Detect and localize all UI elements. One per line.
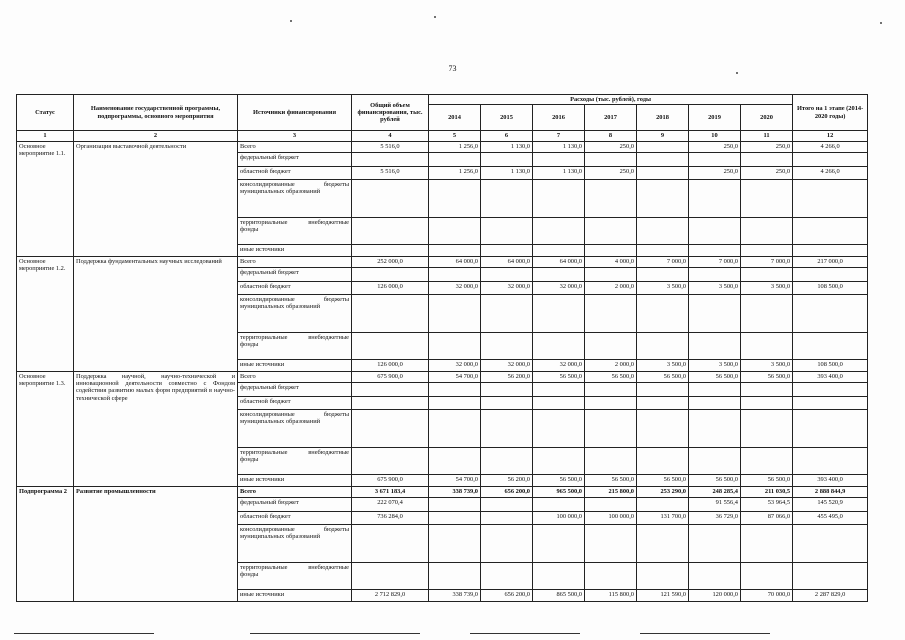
year-value-cell [585,562,637,589]
year-value-cell [533,332,585,359]
year-value-cell [741,524,793,562]
header-year: 2019 [689,105,741,131]
year-value-cell: 53 964,5 [741,497,793,511]
header-year: 2015 [481,105,533,131]
year-value-cell: 7 000,0 [637,256,689,267]
total-value-cell: 252 000,0 [352,256,429,267]
itog-value-cell [793,244,868,256]
year-value-cell [741,179,793,217]
year-value-cell [533,267,585,281]
total-value-cell: 675 900,0 [352,371,429,382]
budget-table [16,94,868,602]
year-value-cell [533,244,585,256]
year-value-cell: 120 000,0 [689,589,741,601]
year-value-cell [585,497,637,511]
year-value-cell: 56 500,0 [689,474,741,486]
year-value-cell [689,409,741,447]
year-value-cell [533,409,585,447]
header-status: Статус [17,95,74,131]
header-year: 2020 [741,105,793,131]
itog-value-cell [793,179,868,217]
header-year: 2016 [533,105,585,131]
year-value-cell [689,217,741,244]
year-value-cell: 3 500,0 [689,359,741,371]
year-value-cell [429,562,481,589]
year-value-cell: 3 500,0 [637,359,689,371]
year-value-cell: 56 500,0 [533,371,585,382]
year-value-cell [481,179,533,217]
year-value-cell [689,562,741,589]
column-number: 12 [793,131,868,141]
total-value-cell [352,524,429,562]
itog-value-cell: 4 266,0 [793,166,868,179]
year-value-cell: 32 000,0 [533,359,585,371]
year-value-cell [481,396,533,409]
year-value-cell: 1 256,0 [429,141,481,152]
year-value-cell [533,524,585,562]
total-value-cell: 2 712 829,0 [352,589,429,601]
year-value-cell [585,382,637,396]
year-value-cell: 3 500,0 [741,359,793,371]
year-value-cell: 56 500,0 [637,474,689,486]
scan-speck [434,16,436,18]
status-cell: Основное мероприятие 1.2. [17,256,74,371]
year-value-cell: 87 066,0 [741,511,793,524]
year-value-cell [429,511,481,524]
total-value-cell: 3 671 183,4 [352,486,429,497]
funding-source-cell: Всего [238,141,352,152]
funding-source-cell: Всего [238,256,352,267]
column-number: 1 [17,131,74,141]
year-value-cell [637,294,689,332]
year-value-cell [585,409,637,447]
itog-value-cell [793,447,868,474]
year-value-cell: 338 739,0 [429,589,481,601]
table-row [17,486,868,497]
year-value-cell: 32 000,0 [429,359,481,371]
year-value-cell [429,332,481,359]
year-value-cell: 32 000,0 [481,359,533,371]
funding-source-cell: федеральный бюджет [238,267,352,281]
year-value-cell [481,562,533,589]
year-value-cell: 32 000,0 [429,281,481,294]
year-value-cell [481,409,533,447]
total-value-cell [352,332,429,359]
year-value-cell [533,152,585,166]
itog-value-cell [793,332,868,359]
year-value-cell: 250,0 [585,141,637,152]
year-value-cell [481,244,533,256]
year-value-cell: 131 700,0 [637,511,689,524]
itog-value-cell [793,524,868,562]
year-value-cell [741,152,793,166]
year-value-cell: 250,0 [741,141,793,152]
year-value-cell: 3 500,0 [689,281,741,294]
year-value-cell [429,497,481,511]
year-value-cell: 54 700,0 [429,371,481,382]
year-value-cell [585,244,637,256]
year-value-cell: 91 556,4 [689,497,741,511]
column-number: 8 [585,131,637,141]
funding-source-cell: территориальные внебюджетные фонды [238,447,352,474]
year-value-cell [429,396,481,409]
year-value-cell [481,447,533,474]
year-value-cell [689,447,741,474]
total-value-cell [352,179,429,217]
year-value-cell [481,217,533,244]
year-value-cell [533,179,585,217]
year-value-cell [689,267,741,281]
year-value-cell [429,524,481,562]
year-value-cell [429,267,481,281]
year-value-cell: 121 590,0 [637,589,689,601]
column-number: 5 [429,131,481,141]
funding-source-cell: областной бюджет [238,396,352,409]
funding-source-cell: областной бюджет [238,166,352,179]
year-value-cell [429,294,481,332]
funding-source-cell: областной бюджет [238,511,352,524]
year-value-cell: 1 130,0 [481,166,533,179]
year-value-cell [637,409,689,447]
total-value-cell: 675 900,0 [352,474,429,486]
year-value-cell: 115 800,0 [585,589,637,601]
year-value-cell [481,497,533,511]
year-value-cell [741,332,793,359]
year-value-cell [637,447,689,474]
year-value-cell: 56 500,0 [689,371,741,382]
status-cell: Основное мероприятие 1.3. [17,371,74,486]
year-value-cell: 56 500,0 [741,474,793,486]
table-row [17,256,868,267]
funding-source-cell: территориальные внебюджетные фонды [238,332,352,359]
year-value-cell [637,332,689,359]
table-row [17,371,868,382]
funding-source-cell: консолидированные бюджеты муниципальных образований [238,524,352,562]
year-value-cell [741,447,793,474]
total-value-cell [352,447,429,474]
funding-source-cell: иные источники [238,474,352,486]
total-value-cell [352,294,429,332]
itog-value-cell: 4 266,0 [793,141,868,152]
header-expenses: Расходы (тыс. рублей), годы [429,95,793,105]
year-value-cell: 1 130,0 [533,166,585,179]
year-value-cell [585,267,637,281]
year-value-cell: 64 000,0 [481,256,533,267]
funding-source-cell: территориальные внебюджетные фонды [238,217,352,244]
funding-source-cell: иные источники [238,589,352,601]
year-value-cell: 32 000,0 [481,281,533,294]
funding-source-cell: Всего [238,486,352,497]
year-value-cell: 1 130,0 [481,141,533,152]
year-value-cell: 56 500,0 [741,371,793,382]
table-row [17,141,868,152]
total-value-cell [352,244,429,256]
itog-value-cell: 455 495,0 [793,511,868,524]
year-value-cell [429,152,481,166]
year-value-cell: 2 000,0 [585,359,637,371]
year-value-cell: 338 739,0 [429,486,481,497]
year-value-cell [741,396,793,409]
year-value-cell: 56 500,0 [585,474,637,486]
year-value-cell [637,524,689,562]
year-value-cell: 250,0 [689,166,741,179]
total-value-cell [352,562,429,589]
itog-value-cell [793,294,868,332]
status-cell: Подпрограмма 2 [17,486,74,601]
funding-source-cell: областной бюджет [238,281,352,294]
total-value-cell: 126 000,0 [352,359,429,371]
itog-value-cell [793,562,868,589]
total-value-cell: 126 000,0 [352,281,429,294]
scan-speck [736,72,738,74]
total-value-cell [352,396,429,409]
year-value-cell [741,562,793,589]
year-value-cell [637,382,689,396]
year-value-cell: 250,0 [689,141,741,152]
year-value-cell [637,244,689,256]
year-value-cell: 36 729,0 [689,511,741,524]
year-value-cell [637,217,689,244]
scan-edge-line [14,633,154,634]
year-value-cell: 250,0 [741,166,793,179]
year-value-cell [429,179,481,217]
total-value-cell [352,409,429,447]
funding-source-cell: консолидированные бюджеты муниципальных образований [238,294,352,332]
year-value-cell [533,562,585,589]
year-value-cell: 965 500,0 [533,486,585,497]
year-value-cell [689,332,741,359]
year-value-cell: 656 200,0 [481,486,533,497]
year-value-cell: 1 130,0 [533,141,585,152]
page-number: 73 [448,64,457,73]
year-value-cell [637,141,689,152]
year-value-cell [689,382,741,396]
year-value-cell: 215 800,0 [585,486,637,497]
header-year: 2014 [429,105,481,131]
year-value-cell [481,382,533,396]
year-value-cell [481,524,533,562]
scan-speck [880,22,882,24]
year-value-cell [429,409,481,447]
itog-value-cell [793,396,868,409]
program-name-cell: Поддержка научной, научно-технической и инновационной деятельности совместно с Фондом содействия развитию малых форм предприятий в научно-технической сфере [74,371,238,486]
year-value-cell [481,267,533,281]
year-value-cell: 56 200,0 [481,474,533,486]
total-value-cell: 222 070,4 [352,497,429,511]
column-number: 3 [238,131,352,141]
column-number: 4 [352,131,429,141]
year-value-cell [429,382,481,396]
header-source: Источники финансирования [238,95,352,131]
funding-source-cell: федеральный бюджет [238,497,352,511]
year-value-cell: 56 500,0 [533,474,585,486]
year-value-cell: 3 500,0 [637,281,689,294]
year-value-cell [637,166,689,179]
year-value-cell [481,511,533,524]
itog-value-cell [793,267,868,281]
year-value-cell [585,294,637,332]
year-value-cell: 2 000,0 [585,281,637,294]
year-value-cell [429,447,481,474]
year-value-cell [533,396,585,409]
funding-source-cell: иные источники [238,244,352,256]
funding-source-cell: консолидированные бюджеты муниципальных образований [238,179,352,217]
scan-edge-line [640,633,770,634]
year-value-cell [585,447,637,474]
year-value-cell [637,267,689,281]
year-value-cell [429,244,481,256]
scan-speck [290,20,292,22]
year-value-cell: 250,0 [585,166,637,179]
year-value-cell [741,294,793,332]
scan-edge-line [470,633,580,634]
funding-source-cell: территориальные внебюджетные фонды [238,562,352,589]
year-value-cell: 64 000,0 [533,256,585,267]
program-name-cell: Поддержка фундаментальных научных исследований [74,256,238,371]
itog-value-cell: 217 000,0 [793,256,868,267]
year-value-cell [689,152,741,166]
year-value-cell [689,396,741,409]
column-number: 2 [74,131,238,141]
year-value-cell [585,152,637,166]
year-value-cell [637,396,689,409]
year-value-cell [533,447,585,474]
year-value-cell [637,497,689,511]
year-value-cell: 1 256,0 [429,166,481,179]
year-value-cell [637,152,689,166]
year-value-cell [481,332,533,359]
itog-value-cell [793,217,868,244]
year-value-cell [741,244,793,256]
total-value-cell [352,152,429,166]
year-value-cell [689,179,741,217]
year-value-cell [533,382,585,396]
year-value-cell: 656 200,0 [481,589,533,601]
year-value-cell [585,332,637,359]
itog-value-cell: 145 520,9 [793,497,868,511]
header-year: 2018 [637,105,689,131]
year-value-cell: 7 000,0 [689,256,741,267]
year-value-cell [585,217,637,244]
itog-value-cell: 2 287 829,0 [793,589,868,601]
itog-value-cell: 393 400,0 [793,474,868,486]
year-value-cell [585,524,637,562]
funding-source-cell: федеральный бюджет [238,152,352,166]
total-value-cell [352,217,429,244]
year-value-cell [689,294,741,332]
itog-value-cell: 2 888 844,9 [793,486,868,497]
program-name-cell: Развитие промышленности [74,486,238,601]
year-value-cell [585,396,637,409]
year-value-cell: 70 000,0 [741,589,793,601]
year-value-cell [741,267,793,281]
funding-source-cell: иные источники [238,359,352,371]
program-name-cell: Организация выставочной деятельности [74,141,238,256]
column-number: 9 [637,131,689,141]
year-value-cell: 56 500,0 [585,371,637,382]
year-value-cell [689,244,741,256]
total-value-cell: 5 516,0 [352,166,429,179]
itog-value-cell: 393 400,0 [793,371,868,382]
year-value-cell [637,562,689,589]
itog-value-cell [793,382,868,396]
year-value-cell: 56 200,0 [481,371,533,382]
year-value-cell [533,497,585,511]
itog-value-cell [793,152,868,166]
year-value-cell [585,179,637,217]
status-cell: Основное мероприятие 1.1. [17,141,74,256]
scan-edge-line [250,633,420,634]
year-value-cell: 100 000,0 [533,511,585,524]
year-value-cell: 54 700,0 [429,474,481,486]
year-value-cell [481,152,533,166]
column-number: 10 [689,131,741,141]
year-value-cell [533,217,585,244]
itog-value-cell: 108 500,0 [793,281,868,294]
year-value-cell: 32 000,0 [533,281,585,294]
year-value-cell [741,382,793,396]
year-value-cell [741,409,793,447]
itog-value-cell [793,409,868,447]
header-total: Общий объем финансирования, тыс. рублей [352,95,429,131]
year-value-cell: 4 000,0 [585,256,637,267]
year-value-cell: 865 500,0 [533,589,585,601]
total-value-cell: 736 284,0 [352,511,429,524]
year-value-cell [637,179,689,217]
year-value-cell: 3 500,0 [741,281,793,294]
column-number: 11 [741,131,793,141]
funding-source-cell: консолидированные бюджеты муниципальных образований [238,409,352,447]
year-value-cell [689,524,741,562]
year-value-cell [481,294,533,332]
column-number: 6 [481,131,533,141]
year-value-cell: 211 030,5 [741,486,793,497]
total-value-cell: 5 516,0 [352,141,429,152]
header-itog: Итого на 1 этапе (2014-2020 годы) [793,95,868,131]
year-value-cell [533,294,585,332]
header-name: Наименование государственной программы, подпрограммы, основного мероприятия [74,95,238,131]
year-value-cell: 56 500,0 [637,371,689,382]
year-value-cell: 7 000,0 [741,256,793,267]
year-value-cell: 100 000,0 [585,511,637,524]
year-value-cell: 64 000,0 [429,256,481,267]
itog-value-cell: 108 500,0 [793,359,868,371]
total-value-cell [352,382,429,396]
year-value-cell: 253 290,0 [637,486,689,497]
total-value-cell [352,267,429,281]
year-value-cell [741,217,793,244]
header-year: 2017 [585,105,637,131]
funding-source-cell: федеральный бюджет [238,382,352,396]
column-number: 7 [533,131,585,141]
year-value-cell: 248 285,4 [689,486,741,497]
year-value-cell [429,217,481,244]
funding-source-cell: Всего [238,371,352,382]
